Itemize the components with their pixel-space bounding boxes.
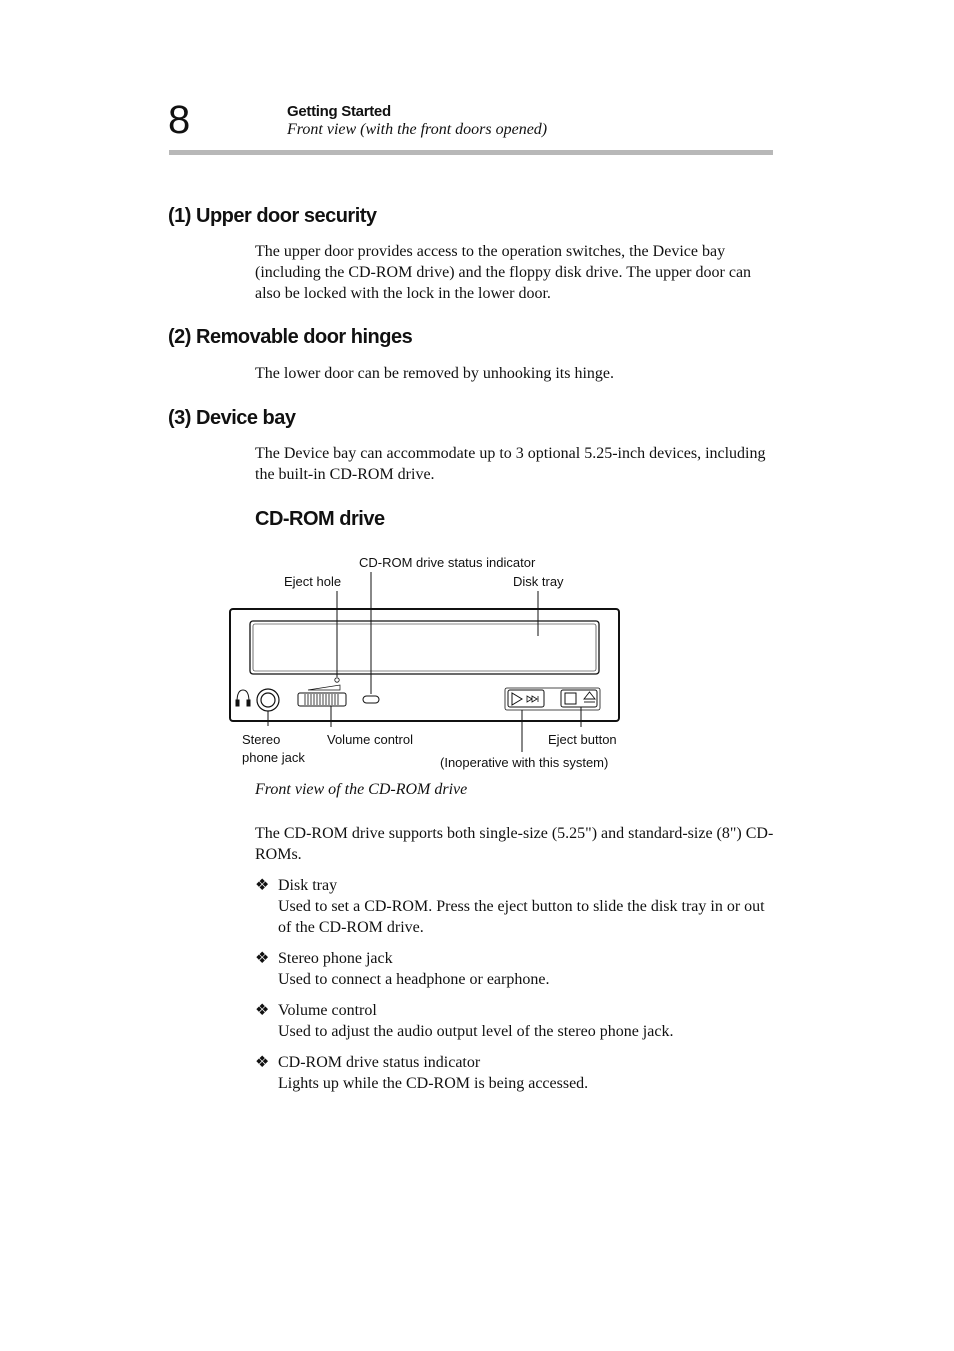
bullet-description: Lights up while the CD-ROM is being accessed. bbox=[278, 1075, 589, 1092]
bullet-mark: ❖ bbox=[255, 950, 270, 967]
list-item bbox=[255, 1052, 775, 1094]
bullet-title: Volume control bbox=[278, 1002, 377, 1019]
page-number: 8 bbox=[168, 98, 191, 142]
heading-device-bay: (3) Device bay bbox=[168, 407, 296, 429]
paragraph-upper-door-security: The upper door provides access to the operation switches, the Device bay (including the CD-ROM drive) and the floppy disk drive. The upper door can also be locked with the lock in the lower door. bbox=[255, 243, 752, 302]
paragraph-cdrom-intro: The CD-ROM drive supports both single-size (5.25") and standard-size (8") CD-ROMs. bbox=[255, 825, 774, 863]
paragraph-removable-door-hinges: The lower door can be removed by unhooking its hinge. bbox=[255, 365, 615, 382]
list-item bbox=[255, 948, 775, 990]
label-inoperative: (Inoperative with this system) bbox=[440, 755, 609, 770]
label-stereo-line2: phone jack bbox=[242, 750, 305, 765]
bullet-mark: ❖ bbox=[255, 1002, 270, 1019]
eject-hole bbox=[335, 678, 339, 682]
bullet-mark: ❖ bbox=[255, 1054, 270, 1071]
label-volume-control: Volume control bbox=[327, 732, 413, 747]
stop-icon bbox=[565, 693, 576, 704]
label-eject-hole: Eject hole bbox=[284, 574, 342, 589]
heading-cdrom-drive: CD-ROM drive bbox=[255, 508, 385, 530]
heading-upper-door-security: (1) Upper door security bbox=[168, 205, 377, 227]
list-item bbox=[255, 1000, 775, 1042]
bullet-description: Used to connect a headphone or earphone. bbox=[278, 971, 550, 988]
bullet-description: Used to set a CD-ROM. Press the eject button to slide the disk tray in or out of the CD-ROM drive. bbox=[278, 898, 765, 936]
stereo-phone-jack-inner bbox=[261, 693, 275, 707]
cdrom-front-diagram bbox=[225, 550, 635, 780]
chapter-title: Getting Started bbox=[287, 103, 391, 120]
label-eject-button: Eject button bbox=[548, 732, 617, 747]
bullet-title: CD-ROM drive status indicator bbox=[278, 1054, 481, 1071]
bullet-description: Used to adjust the audio output level of the stereo phone jack. bbox=[278, 1023, 674, 1040]
label-stereo-line1: Stereo bbox=[242, 732, 281, 747]
bullet-title: Stereo phone jack bbox=[278, 950, 393, 967]
status-indicator-led bbox=[363, 696, 379, 703]
bullet-title: Disk tray bbox=[278, 877, 338, 894]
header-rule bbox=[169, 150, 773, 155]
bullet-mark: ❖ bbox=[255, 877, 270, 894]
disk-tray-shape bbox=[250, 621, 599, 674]
heading-removable-door-hinges: (2) Removable door hinges bbox=[168, 326, 413, 348]
label-disk-tray: Disk tray bbox=[513, 574, 564, 589]
list-item bbox=[255, 875, 775, 938]
paragraph-device-bay: The Device bay can accommodate up to 3 optional 5.25-inch devices, including the built-in CD-ROM drive. bbox=[255, 445, 766, 483]
figure-caption: Front view of the CD-ROM drive bbox=[255, 781, 468, 798]
section-subtitle: Front view (with the front doors opened) bbox=[287, 121, 548, 138]
label-status-indicator: CD-ROM drive status indicator bbox=[359, 555, 536, 570]
